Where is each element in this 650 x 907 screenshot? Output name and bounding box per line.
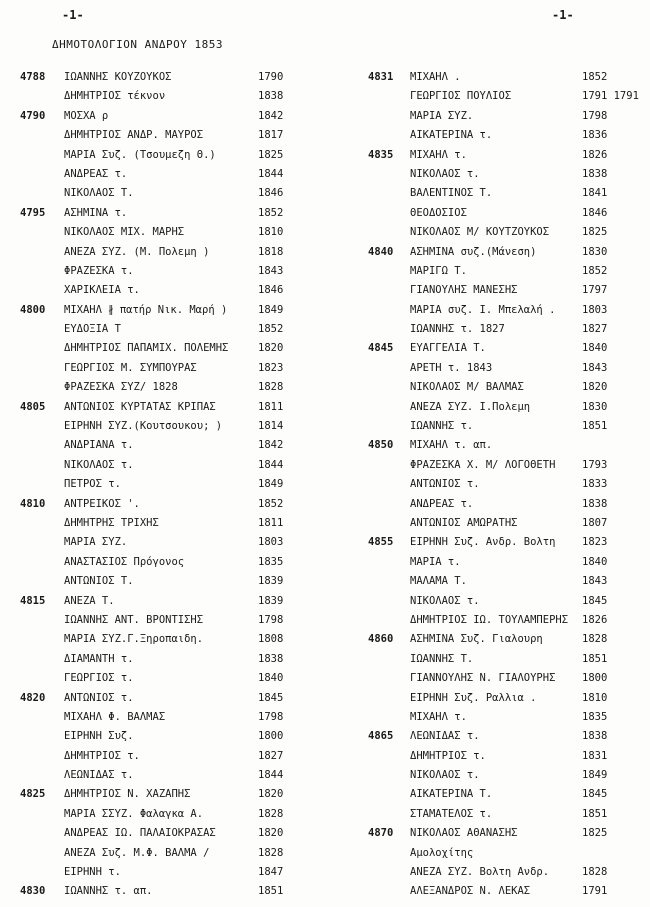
entry-number: 4840 [368, 245, 394, 258]
entry-name: ΑΝΔΡΕΑΣ ΙΩ. ΠΑΛΑΙΟΚΡΑΣΑΣ [64, 827, 216, 840]
entry-year: 1838 [582, 730, 608, 743]
entry-name: ΝΙΚΟΛΑΟΣ τ. [410, 594, 480, 607]
register-entry [360, 708, 650, 727]
entry-name: ΓΙΑΝΝΟΥΛΗΣ Ν. ΓΙΑΛΟΥΡΗΣ [410, 672, 556, 685]
entry-name: ΜΑΡΙΑ ΣΣΥΖ. Φαλαγκα Α. [64, 807, 204, 820]
register-entry [360, 204, 650, 223]
entry-year: 1849 [582, 769, 608, 782]
entry-year: 1826 [582, 613, 608, 626]
entry-name: ΑΝΤΩΝΙΟΣ ΚΥΡΤΑΤΑΣ ΚΡΙΠΑΣ [64, 400, 216, 413]
entry-name: ΓΕΩΡΓΙΟΣ Μ. ΣΥΜΠΟΥΡΑΣ [64, 361, 197, 374]
entry-year: 1820 [582, 381, 608, 394]
entry-name: ΑΛΕΞΑΝΔΡΟΣ Ν. ΛΕΚΑΣ [410, 885, 531, 898]
entry-year: 1814 [258, 420, 284, 433]
entry-name: ΜΑΡΙΑ συζ. Ι. Μπελαλή . [410, 303, 556, 316]
entry-year: 1811 [258, 400, 284, 413]
register-entry [20, 572, 340, 591]
entry-year: 1841 [582, 187, 608, 200]
page-number-left: -1- [62, 8, 84, 22]
entry-name: ΕΥΔΟΞΙΑ Τ [64, 323, 121, 336]
entry-year: 1820 [258, 827, 284, 840]
entry-year: 1820 [258, 342, 284, 355]
entry-name: ΑΝΑΣΤΑΣΙΟΣ Πρόγονος [64, 555, 185, 568]
entry-name: ΝΙΚΟΛΑΟΣ ΑΘΑΝΑΣΗΣ [410, 827, 518, 840]
entry-year: 1810 [582, 691, 608, 704]
entry-year: 1830 [582, 245, 608, 258]
entry-name: ΑΣΗΜΙΝΑ συζ.(Μάνεση) [410, 245, 537, 258]
register-entry [360, 824, 650, 843]
entry-number: 4845 [368, 342, 394, 355]
entry-number: 4800 [20, 303, 46, 316]
entry-name: ΜΙΧΑΗΛ τ. [410, 710, 467, 723]
entry-name: ΘΕΟΔΟΣΙΟΣ [410, 206, 467, 219]
entry-name: ΜΑΡΙΓΩ Τ. [410, 264, 467, 277]
entry-name: ΑΙΚΑΤΕΡΙΝΑ Τ. [410, 788, 493, 801]
register-entry [360, 456, 650, 475]
entry-name: ΙΩΑΝΝΗΣ τ. [410, 420, 474, 433]
entry-year: 1791 1791 [582, 90, 639, 103]
register-entry [20, 184, 340, 203]
register-entry [360, 398, 650, 417]
register-entry [360, 146, 650, 165]
entry-name: ΕΙΡΗΝΗ Συζ. [64, 730, 134, 743]
entry-year: 1820 [258, 788, 284, 801]
entry-year: 1807 [582, 516, 608, 529]
entry-year: 1791 [582, 885, 608, 898]
register-entry [360, 243, 650, 262]
entry-year: 1846 [258, 187, 284, 200]
entry-name: ΦΡΑΖΕΣΚΑ ΣΥΖ/ 1828 [64, 381, 178, 394]
register-entry [360, 611, 650, 630]
register-entry [360, 165, 650, 184]
entry-name: ΝΙΚΟΛΑΟΣ Τ. [64, 187, 134, 200]
entry-name: ΔΗΜΗΤΡΙΟΣ ΠΑΠΑΜΙΧ. ΠΟΛΕΜΗΣ [64, 342, 229, 355]
entry-year: 1851 [582, 652, 608, 665]
register-entry [20, 863, 340, 882]
register-entry [360, 436, 650, 455]
entry-name: ΜΟΣΧΑ ρ [64, 109, 109, 122]
entry-number: 4831 [368, 71, 394, 83]
entry-number: 4805 [20, 400, 46, 413]
entry-year: 1839 [258, 594, 284, 607]
entry-year: 1825 [582, 827, 608, 840]
register-entry [360, 533, 650, 552]
register-entry [20, 495, 340, 514]
register-entry [20, 126, 340, 145]
entry-year: 1817 [258, 129, 284, 142]
entry-name: ΧΑΡΙΚΛΕΙΑ τ. [64, 284, 140, 297]
register-entry [360, 417, 650, 436]
register-entry [20, 417, 340, 436]
entry-name: ΑΣΗΜΙΝΑ τ. [64, 206, 128, 219]
entry-year: 1835 [582, 710, 608, 723]
entry-name: ΒΑΛΕΝΤΙΝΟΣ Τ. [410, 187, 493, 200]
entry-year: 1839 [258, 575, 284, 588]
entry-year: 1840 [582, 342, 608, 355]
entry-year: 1810 [258, 226, 284, 239]
register-entry [360, 184, 650, 203]
register-entry [360, 689, 650, 708]
register-entry [360, 301, 650, 320]
entry-name: ΜΑΡΙΑ τ. [410, 555, 461, 568]
entry-number: 4810 [20, 497, 46, 510]
entry-year: 1803 [582, 303, 608, 316]
entry-year: 1798 [258, 710, 284, 723]
register-entry [360, 844, 650, 863]
entry-name: ΑΝΕΖΑ Τ. [64, 594, 115, 607]
entry-year: 1823 [258, 361, 284, 374]
entry-number: 4870 [368, 827, 394, 840]
entry-name: ΝΙΚΟΛΑΟΣ τ. [64, 458, 134, 471]
entry-year: 1828 [582, 866, 608, 879]
entry-name: ΙΩΑΝΝΗΣ Τ. [410, 652, 474, 665]
entry-name: ΙΩΑΝΝΗΣ τ. απ. [64, 885, 153, 898]
register-entry [360, 766, 650, 785]
entry-name: ΔΗΜΗΤΡΙΟΣ ΙΩ. ΤΟΥΛΑΜΠΕΡΗΣ [410, 613, 569, 626]
page-number-right: -1- [552, 8, 574, 22]
register-entry [20, 320, 340, 339]
entry-name: ΑΝΕΖΑ Συζ. Μ.Φ. ΒΑΛΜΑ / [64, 846, 210, 859]
entry-year: 1827 [582, 323, 608, 336]
entry-name: ΕΙΡΗΝΗ Συζ. Ανδρ. Βολτη [410, 536, 556, 549]
entry-name: ΝΙΚΟΛΑΟΣ ΜΙΧ. ΜΑΡΗΣ [64, 226, 185, 239]
entry-year: 1800 [582, 672, 608, 685]
entry-year: 1847 [258, 866, 284, 879]
entry-year: 1835 [258, 555, 284, 568]
entry-year: 1844 [258, 769, 284, 782]
entry-year: 1830 [582, 400, 608, 413]
entry-year: 1843 [582, 575, 608, 588]
entry-year: 1790 [258, 71, 284, 83]
register-entry [360, 553, 650, 572]
entry-name: ΙΩΑΝΝΗΣ ΚΟΥΖΟΥΚΟΣ [64, 71, 172, 83]
entry-name: ΓΕΩΡΓΙΟΣ τ. [64, 672, 134, 685]
entry-name: ΔΗΜΗΤΡΗΣ ΤΡΙΧΗΣ [64, 516, 159, 529]
entry-name: ΜΙΧΑΗΛ τ. [410, 148, 467, 161]
register-entry [360, 747, 650, 766]
entry-year: 1823 [582, 536, 608, 549]
entry-name: ΜΑΡΙΑ ΣΥΖ.Γ.Ξηροπαιδη. [64, 633, 204, 646]
register-entry [20, 553, 340, 572]
entry-name: ΑΝΕΖΑ ΣΥΖ. (Μ. Πολεμη ) [64, 245, 210, 258]
entry-year: 1846 [582, 206, 608, 219]
entry-name: ΑΝΔΡΕΑΣ τ. [64, 167, 128, 180]
entry-year: 1798 [258, 613, 284, 626]
entry-name: ΔΗΜΗΤΡΙΟΣ Ν. ΧΑΖΑΠΗΣ [64, 788, 191, 801]
entry-name: ΦΡΑΖΕΣΚΑ Χ. Μ/ ΛΟΓΟΘΕΤΗ [410, 458, 556, 471]
register-entry [360, 262, 650, 281]
register-entry [20, 262, 340, 281]
entry-year: 1852 [258, 323, 284, 336]
entry-name: ΜΑΡΙΑ ΣΥΖ. [410, 109, 474, 122]
register-entry [360, 223, 650, 242]
entry-name: ΜΙΧΑΗΛ Φ. ΒΑΛΜΑΣ [64, 710, 166, 723]
entry-year: 1844 [258, 458, 284, 471]
entry-year: 1838 [258, 90, 284, 103]
register-entry [360, 882, 650, 901]
right-register-column [360, 68, 650, 902]
entry-name: ΛΕΩΝΙΔΑΣ τ. [64, 769, 134, 782]
entry-year: 1833 [582, 478, 608, 491]
entry-year: 1852 [258, 497, 284, 510]
entry-number: 4795 [20, 206, 46, 219]
page-title: ΔΗΜΟΤΟΛΟΓΙΟΝ ΑΝΔΡΟΥ 1853 [52, 38, 223, 51]
entry-name: ΦΡΑΖΕΣΚΑ τ. [64, 264, 134, 277]
register-entry [20, 243, 340, 262]
register-entry [20, 630, 340, 649]
entry-number: 4790 [20, 109, 46, 122]
entry-year: 1803 [258, 536, 284, 549]
entry-year: 1849 [258, 478, 284, 491]
register-entry [20, 281, 340, 300]
entry-name: ΑΝΤΩΝΙΟΣ Τ. [64, 575, 134, 588]
register-entry [360, 378, 650, 397]
register-entry [360, 592, 650, 611]
entry-name: ΑΝΤΩΝΙΟΣ τ. [410, 478, 480, 491]
entry-name: ΔΙΑΜΑΝΤΗ τ. [64, 652, 134, 665]
register-entry [20, 456, 340, 475]
entry-year: 1825 [582, 226, 608, 239]
entry-year: 1828 [582, 633, 608, 646]
entry-name: ΔΗΜΗΤΡΙΟΣ τ. [64, 749, 140, 762]
register-entry [360, 650, 650, 669]
register-entry [20, 146, 340, 165]
register-entry [20, 514, 340, 533]
entry-year: 1851 [582, 420, 608, 433]
entry-year: 1852 [258, 206, 284, 219]
register-entry [20, 708, 340, 727]
register-entry [360, 572, 650, 591]
register-entry [20, 223, 340, 242]
entry-year: 1846 [258, 284, 284, 297]
register-entry [360, 339, 650, 358]
register-entry [20, 68, 340, 87]
register-entry [20, 436, 340, 455]
entry-name: ΑΙΚΑΤΕΡΙΝΑ τ. [410, 129, 493, 142]
register-entry [20, 727, 340, 746]
entry-year: 1843 [582, 361, 608, 374]
entry-name: ΔΗΜΗΤΡΙΟΣ τ. [410, 749, 486, 762]
register-entry [360, 514, 650, 533]
register-entry [360, 359, 650, 378]
entry-year: 1852 [582, 71, 608, 83]
register-entry [360, 68, 650, 87]
register-entry [360, 785, 650, 804]
entry-number: 4865 [368, 730, 394, 743]
entry-name: ΑΣΗΜΙΝΑ Συζ. Γιαλουρη [410, 633, 543, 646]
entry-year: 1843 [258, 264, 284, 277]
entry-year: 1826 [582, 148, 608, 161]
entry-name: ΜΙΧΑΗΛ ∦ πατήρ Νικ. Μαρή ) [64, 303, 228, 316]
entry-year: 1840 [258, 672, 284, 685]
register-entry [360, 495, 650, 514]
entry-year: 1842 [258, 439, 284, 452]
entry-year: 1845 [258, 691, 284, 704]
entry-name: ΜΑΛΑΜΑ Τ. [410, 575, 467, 588]
register-entry [360, 630, 650, 649]
entry-year: 1838 [258, 652, 284, 665]
entry-number: 4855 [368, 536, 394, 549]
entry-name: ΕΥΑΓΓΕΛΙΑ Τ. [410, 342, 486, 355]
register-entry [360, 805, 650, 824]
register-entry [20, 533, 340, 552]
entry-name: ΑΡΕΤΗ τ. 1843 [410, 361, 493, 374]
entry-name: ΑΝΕΖΑ ΣΥΖ. Βολτη Ανδρ. [410, 866, 550, 879]
entry-number: 4860 [368, 633, 394, 646]
entry-year: 1828 [258, 807, 284, 820]
register-entry [20, 301, 340, 320]
register-entry [20, 165, 340, 184]
register-entry [20, 669, 340, 688]
entry-year: 1838 [582, 167, 608, 180]
register-entry [20, 805, 340, 824]
register-entry [20, 339, 340, 358]
register-entry [20, 475, 340, 494]
entry-year: 1827 [258, 749, 284, 762]
register-entry [20, 882, 340, 901]
entry-number: 4830 [20, 885, 46, 898]
entry-name: ΠΕΤΡΟΣ τ. [64, 478, 121, 491]
register-entry [360, 87, 650, 106]
entry-name: ΙΩΑΝΝΗΣ ΑΝΤ. ΒΡΟΝΤΙΣΗΣ [64, 613, 204, 626]
entry-name: ΕΙΡΗΝΗ τ. [64, 866, 121, 879]
entry-year: 1844 [258, 167, 284, 180]
entry-name: ΝΙΚΟΛΑΟΣ τ. [410, 769, 480, 782]
entry-number: 4850 [368, 439, 394, 452]
entry-year: 1851 [258, 885, 284, 898]
entry-name: ΑΝΤΡΕΙΚΟΣ '. [64, 497, 140, 510]
entry-name: ΜΙΧΑΗΛ τ. απ. [410, 439, 493, 452]
entry-number: 4788 [20, 71, 46, 83]
register-entry [20, 359, 340, 378]
register-entry [360, 669, 650, 688]
entry-name: ΓΕΩΡΓΙΟΣ ΠΟΥΛΙΟΣ [410, 90, 512, 103]
entry-name: ΝΙΚΟΛΑΟΣ Μ/ ΚΟΥΤΖΟΥΚΟΣ [410, 226, 550, 239]
entry-year: 1828 [258, 381, 284, 394]
entry-year: 1800 [258, 730, 284, 743]
entry-year: 1811 [258, 516, 284, 529]
entry-year: 1840 [582, 555, 608, 568]
entry-year: 1849 [258, 303, 284, 316]
register-entry [20, 611, 340, 630]
register-entry [20, 689, 340, 708]
register-entry [360, 107, 650, 126]
register-entry [20, 107, 340, 126]
register-entry [360, 126, 650, 145]
entry-name: ΑΝΤΩΝΙΟΣ ΑΜΩΡΑΤΗΣ [410, 516, 518, 529]
entry-year: 1793 [582, 458, 608, 471]
entry-year: 1852 [582, 264, 608, 277]
register-entry [360, 863, 650, 882]
entry-name: ΑΝΔΡΕΑΣ τ. [410, 497, 474, 510]
register-entry [20, 398, 340, 417]
register-entry [20, 824, 340, 843]
entry-name: ΜΑΡΙΑ ΣΥΖ. [64, 536, 128, 549]
entry-name: Αμολοχίτης [410, 846, 474, 859]
entry-year: 1851 [582, 807, 608, 820]
entry-name: ΑΝΕΖΑ ΣΥΖ. Ι.Πολεμη [410, 400, 531, 413]
register-entry [360, 281, 650, 300]
entry-year: 1798 [582, 109, 608, 122]
entry-number: 4815 [20, 594, 46, 607]
register-entry [360, 727, 650, 746]
entry-number: 4825 [20, 788, 46, 801]
entry-name: ΑΝΔΡΙΑΝΑ τ. [64, 439, 134, 452]
entry-name: ΜΑΡΙΑ Συζ. (Τσουμεζη Θ.) [64, 148, 216, 161]
entry-year: 1831 [582, 749, 608, 762]
register-entry [360, 475, 650, 494]
entry-year: 1845 [582, 788, 608, 801]
entry-name: ΑΝΤΩΝΙΟΣ τ. [64, 691, 134, 704]
entry-year: 1845 [582, 594, 608, 607]
entry-name: ΜΙΧΑΗΛ . [410, 71, 461, 83]
entry-name: ΝΙΚΟΛΑΟΣ τ. [410, 167, 480, 180]
register-entry [20, 592, 340, 611]
register-entry [20, 204, 340, 223]
entry-name: ΣΤΑΜΑΤΕΛΟΣ τ. [410, 807, 493, 820]
entry-name: ΕΙΡΗΝΗ ΣΥΖ.(Κουτσουκου; ) [64, 420, 223, 433]
entry-name: ΓΙΑΝΟΥΛΗΣ ΜΑΝΕΣΗΣ [410, 284, 518, 297]
register-entry [20, 844, 340, 863]
entry-year: 1842 [258, 109, 284, 122]
entry-name: ΔΗΜΗΤΡΙΟΣ τέκνον [64, 90, 166, 103]
register-entry [20, 766, 340, 785]
register-entry [20, 378, 340, 397]
entry-name: ΛΕΩΝΙΔΑΣ τ. [410, 730, 480, 743]
register-entry [20, 785, 340, 804]
entry-year: 1808 [258, 633, 284, 646]
entry-year: 1797 [582, 284, 608, 297]
entry-year: 1828 [258, 846, 284, 859]
entry-number: 4820 [20, 691, 46, 704]
register-entry [20, 87, 340, 106]
left-register-column [20, 68, 340, 902]
register-entry [20, 747, 340, 766]
entry-name: ΕΙΡΗΝΗ Συζ. Ραλλια . [410, 691, 537, 704]
register-entry [20, 650, 340, 669]
entry-year: 1825 [258, 148, 284, 161]
entry-number: 4835 [368, 148, 394, 161]
register-entry [360, 320, 650, 339]
entry-year: 1836 [582, 129, 608, 142]
entry-name: ΝΙΚΟΛΑΟΣ Μ/ ΒΑΛΜΑΣ [410, 381, 524, 394]
entry-year: 1838 [582, 497, 608, 510]
entry-name: ΙΩΑΝΝΗΣ τ. 1827 [410, 323, 505, 336]
entry-year: 1818 [258, 245, 284, 258]
entry-name: ΔΗΜΗΤΡΙΟΣ ΑΝΔΡ. ΜΑΥΡΟΣ [64, 129, 204, 142]
